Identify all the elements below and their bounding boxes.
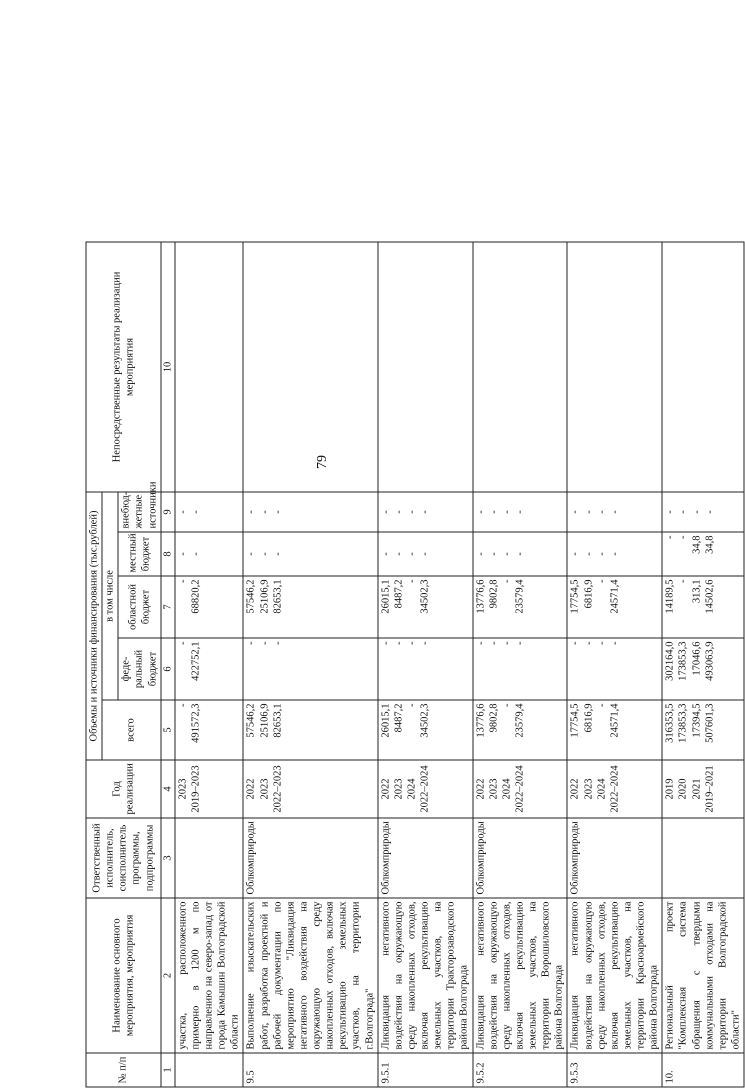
row-federal: - - -: [243, 638, 377, 700]
row-result: [662, 242, 744, 492]
row-name: участка, расположенного примерно в 1200 м по направлению на северо-запад от города Камышин Волгоградской области: [175, 898, 244, 1053]
row-result: [243, 242, 377, 492]
row-years: 2022 2023 2024 2022–2024: [473, 760, 568, 818]
row-local: - -: [175, 532, 244, 576]
row-responsible: Облкомприроды: [567, 818, 662, 898]
column-number: 3: [161, 818, 175, 898]
row-local: - - -: [243, 532, 377, 576]
row-responsible: [175, 818, 244, 898]
column-numbers-row: [161, 242, 175, 1087]
row-number: [175, 1053, 244, 1087]
table-row: [243, 242, 377, 1087]
row-name: Выполнение изыскательских работ, разработка проектной и рабочей документации по мероприятию "Ликвидация негативного воздействия на окружающую среду накопленных отходов, включая рекультивацию земельных участков, на территории г.Волгограда": [243, 898, 377, 1053]
row-result: [567, 242, 662, 492]
table-row: [378, 242, 473, 1087]
table-row: [473, 242, 568, 1087]
row-result: [175, 242, 244, 492]
row-regional: 13776,6 9802,8 - 23579,4: [473, 576, 568, 638]
table-row: [175, 242, 244, 1087]
row-responsible: [662, 818, 744, 898]
row-total: 57546,2 25106,9 82653,1: [243, 700, 377, 760]
row-number: 9.5.1: [378, 1053, 473, 1087]
row-regional: 14189,5 - 313,1 14502,6: [662, 576, 744, 638]
row-name: Ликвидация негативного воздействия на окружающую среду накопленных отходов, включая рекультивацию земельных участков, на территории Тракторозаводского района Волгограда: [378, 898, 473, 1053]
row-local: - - 34,8 34,8: [662, 532, 744, 576]
header-local: местный бюджет: [118, 532, 160, 576]
row-total: - 491572,3: [175, 700, 244, 760]
row-name: Ликвидация негативного воздействия на окружающую среду накопленных отходов, включая рекультивацию земельных участков, на территории Ворошиловского района Волгограда: [473, 898, 568, 1053]
row-number: 10.: [662, 1053, 744, 1087]
row-number: 9.5.2: [473, 1053, 568, 1087]
header-extra: внебюд-жетные источники: [118, 492, 160, 532]
row-number: 9.5: [243, 1053, 377, 1087]
row-years: 2022 2023 2024 2022–2024: [567, 760, 662, 818]
row-years: 2019 2020 2021 2019–2021: [662, 760, 744, 818]
page-number: 79: [315, 455, 330, 469]
row-federal: - 422752,1: [175, 638, 244, 700]
row-extra: - - -: [243, 492, 377, 532]
row-regional: - 68820,2: [175, 576, 244, 638]
row-regional: 17754,5 6816,9 - 24571,4: [567, 576, 662, 638]
header-num: № п/п: [86, 1053, 161, 1087]
row-federal: - - - -: [473, 638, 568, 700]
row-local: - - - -: [567, 532, 662, 576]
header-including: в том числе: [102, 492, 118, 700]
row-responsible: Облкомприроды: [243, 818, 377, 898]
header-funding: Объемы и источники финансирования (тыс.рублей): [86, 492, 102, 760]
row-extra: - - - -: [378, 492, 473, 532]
column-number: 1: [161, 1053, 175, 1087]
column-number: 4: [161, 760, 175, 818]
row-extra: - -: [175, 492, 244, 532]
row-federal: - - - -: [567, 638, 662, 700]
row-federal: 302164,0 173853,3 17046,6 493063,9: [662, 638, 744, 700]
header-total: всего: [102, 700, 161, 760]
header-regional: областной бюджет: [118, 576, 160, 638]
header-federal: феде-ральный бюджет: [118, 638, 160, 700]
table-row: [662, 242, 744, 1087]
column-number: 8: [161, 532, 175, 576]
row-local: - - - -: [378, 532, 473, 576]
row-responsible: Облкомприроды: [473, 818, 568, 898]
row-name: Ликвидация негативного воздействия на окружающую среду накопленных отходов, включая рекультивацию земельных участков, на территории Красноармейского района Волгограда: [567, 898, 662, 1053]
column-number: 7: [161, 576, 175, 638]
row-federal: - - - -: [378, 638, 473, 700]
row-total: 26015,1 8487,2 - 34502,3: [378, 700, 473, 760]
funding-table: [86, 241, 745, 1087]
row-years: 2022 2023 2024 2022–2024: [378, 760, 473, 818]
row-responsible: Облкомприроды: [378, 818, 473, 898]
column-number: 5: [161, 700, 175, 760]
row-total: 316353,5 173853,3 17394,5 507601,3: [662, 700, 744, 760]
row-regional: 26015,1 8487,2 - 34502,3: [378, 576, 473, 638]
row-name: Региональный проект "Комплексная система обращения с твердыми коммунальными отходами на территории Волгоградской области": [662, 898, 744, 1053]
row-regional: 57546,2 25106,9 82653,1: [243, 576, 377, 638]
row-result: [378, 242, 473, 492]
column-number: 10: [161, 242, 175, 492]
column-number: 9: [161, 492, 175, 532]
header-results: Непосредственные результаты реализации мероприятия: [86, 242, 161, 492]
header-year: Год реализации: [86, 760, 161, 818]
row-local: - - - -: [473, 532, 568, 576]
row-extra: - - - -: [473, 492, 568, 532]
column-number: 2: [161, 898, 175, 1053]
table-row: [567, 242, 662, 1087]
row-years: 2023 2019–2023: [175, 760, 244, 818]
row-number: 9.5.3: [567, 1053, 662, 1087]
row-total: 17754,5 6816,9 - 24571,4: [567, 700, 662, 760]
row-extra: - - - -: [567, 492, 662, 532]
row-result: [473, 242, 568, 492]
column-number: 6: [161, 638, 175, 700]
rotated-table-sheet: [86, 243, 742, 1088]
header-responsible: Ответственный исполнитель, соисполнитель программы, подпрограммы: [86, 818, 161, 898]
header-name: Наименование основного мероприятия, мероприятия: [86, 898, 161, 1053]
row-extra: - - - -: [662, 492, 744, 532]
row-total: 13776,6 9802,8 - 23579,4: [473, 700, 568, 760]
row-years: 2022 2023 2022–2023: [243, 760, 377, 818]
